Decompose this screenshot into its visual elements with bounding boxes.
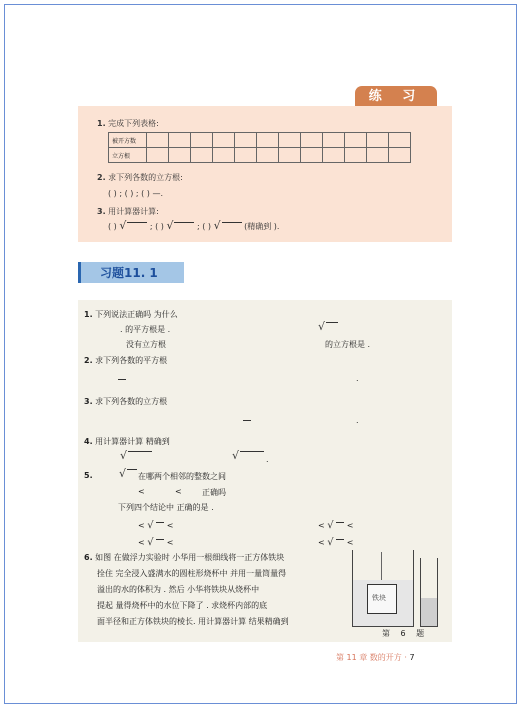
practice-table-cell (367, 133, 389, 148)
iron-block-label: 铁块 (372, 594, 386, 602)
sqrt-icon: √ (147, 537, 154, 548)
exercise-title: 习题11. 1 (100, 266, 158, 280)
exercise-q1-line1: . 的平方根是 . (120, 325, 171, 334)
exercise-q5-line1: 在哪两个相邻的整数之间 (138, 472, 226, 481)
practice-q2-answers: ( ) ; ( ) ; ( ) —. (108, 189, 164, 198)
exercise-q4-text: 用计算器计算 精确到 (95, 437, 170, 446)
practice-q1-num: 1. (97, 119, 106, 128)
exercise-q1-line2b: 的立方根是 . (325, 340, 371, 349)
sqrt-icon: √ (119, 467, 127, 480)
practice-table-cell (301, 133, 323, 148)
practice-table-cell (345, 148, 367, 163)
radical-bar (326, 322, 338, 323)
sqrt-icon (214, 222, 242, 232)
practice-table-row2-label: 立方根 (109, 148, 147, 163)
exercise-q4-num: 4. (84, 437, 93, 446)
exercise-q1 (84, 309, 178, 320)
exercise-q3-num: 3. (84, 397, 93, 406)
exercise-q3 (84, 396, 167, 407)
practice-table-cell (213, 133, 235, 148)
radical-bar (156, 522, 164, 523)
exercise-q5-lt1: < (138, 487, 145, 496)
sqrt-icon: √ (327, 537, 334, 548)
practice-table-cell (389, 148, 411, 163)
lt-sign: < (166, 538, 174, 547)
lt-sign: < (138, 538, 145, 547)
sqrt-icon (119, 222, 147, 232)
practice-q3-part-d: (精确到 ). (244, 222, 280, 231)
exercise-q5-option-c (138, 537, 173, 548)
exercise-q1-text: 下列说法正确吗 为什么 (95, 310, 178, 319)
practice-table-cell (279, 148, 301, 163)
radical-bar (128, 451, 152, 452)
practice-table-cell (147, 133, 169, 148)
exercise-q6-num: 6. (84, 553, 93, 562)
exercise-q1-line2a: 没有立方根 (126, 340, 166, 349)
exercise-q5-lt2: < (175, 487, 182, 496)
practice-table-cell (367, 148, 389, 163)
exercise-q1-num: 1. (84, 310, 93, 319)
sqrt-icon: √ (232, 449, 240, 462)
practice-table-cell (191, 148, 213, 163)
sqrt-icon: √ (318, 320, 326, 333)
practice-table-cell (235, 133, 257, 148)
practice-table-row (109, 148, 411, 163)
footer-chapter: 第 11 章 数的开方 · (336, 653, 407, 662)
practice-table-row (109, 133, 411, 148)
iron-block (367, 584, 397, 614)
practice-table-cell (345, 133, 367, 148)
exercise-q6-line4: 提起 量得烧杯中的水位下降了 . 求烧杯内部的底 (97, 601, 268, 610)
measuring-cylinder (420, 558, 438, 627)
exercise-q6-line3: 溢出的水的体积为 . 然后 小华将铁块从烧杯中 (97, 585, 260, 594)
practice-q3-part-a: ( ) (108, 222, 117, 231)
exercise-q5-option-d (318, 537, 353, 548)
exercise-q5-option-a (138, 520, 173, 531)
radical-bar (336, 539, 344, 540)
exercise-q5-num (84, 471, 93, 480)
practice-table-cell (323, 148, 345, 163)
practice-q3 (97, 206, 159, 217)
lt-sign: < (138, 521, 145, 530)
exercise-q6-line5: 面半径和正方体铁块的棱长. 用计算器计算 结果精确到 (97, 617, 289, 626)
exercise-q2 (84, 355, 167, 366)
fraction-bar (243, 420, 251, 421)
sqrt-icon: √ (327, 520, 334, 531)
practice-table (108, 132, 411, 163)
practice-table-cell (169, 133, 191, 148)
lt-sign: < (318, 521, 325, 530)
practice-table-cell (389, 133, 411, 148)
exercise-q2-end: . (356, 374, 359, 383)
radical-bar (336, 522, 344, 523)
lt-sign: < (346, 521, 354, 530)
page-footer (336, 652, 415, 663)
fraction-bar (118, 379, 126, 380)
practice-table-cell (301, 148, 323, 163)
radical-bar (240, 451, 264, 452)
exercise-q5-correct: 正确吗 (202, 488, 226, 497)
practice-q3-part-b: ; ( ) (149, 222, 164, 231)
practice-table-cell (147, 148, 169, 163)
exercise-q5-line3: 下列四个结论中 正确的是 . (118, 503, 214, 512)
page-number: 7 (409, 653, 415, 662)
exercise-q3-end: . (356, 416, 359, 425)
exercise-q2-num: 2. (84, 356, 93, 365)
lt-sign: < (166, 521, 174, 530)
lt-sign: < (318, 538, 325, 547)
practice-q1 (97, 118, 159, 129)
beaker-figure (352, 550, 414, 627)
practice-table-cell (279, 133, 301, 148)
exercise-q6-text1: 如图 在做浮力实验时 小华用一根细线将一正方体铁块 (95, 553, 285, 562)
radical-bar (127, 469, 137, 470)
practice-q3-text: 用计算器计算: (108, 207, 159, 216)
exercise-q3-text: 求下列各数的立方根 (95, 397, 168, 406)
practice-q3-part-c: ; ( ) (197, 222, 212, 231)
exercise-q6-line2: 拴住 完全浸入盛满水的圆柱形烧杯中 并用一量筒量得 (97, 569, 287, 578)
practice-tab: 练 习 (355, 86, 437, 108)
sqrt-icon: √ (120, 449, 128, 462)
practice-table-cell (323, 133, 345, 148)
sqrt-icon: √ (147, 520, 154, 531)
exercise-q5-num-text: 5. (84, 471, 93, 480)
practice-q2 (97, 172, 183, 183)
practice-table-cell (169, 148, 191, 163)
practice-table-cell (191, 133, 213, 148)
practice-table-cell (213, 148, 235, 163)
figure-caption: 第 6 题 (382, 629, 429, 638)
exercise-q4-end: . (266, 455, 269, 464)
exercise-q6-line1 (84, 552, 284, 563)
exercise-q5-option-b (318, 520, 353, 531)
practice-q3-num: 3. (97, 207, 106, 216)
practice-q2-text: 求下列各数的立方根: (108, 173, 183, 182)
practice-table-cell (257, 148, 279, 163)
practice-table-cell (235, 148, 257, 163)
cylinder-water (421, 598, 437, 626)
practice-table-cell (257, 133, 279, 148)
practice-q1-text: 完成下列表格: (108, 119, 159, 128)
exercise-q2-text: 求下列各数的平方根 (95, 356, 168, 365)
exercise-q4 (84, 436, 170, 447)
practice-q3-answers (108, 221, 279, 232)
practice-table-row1-label: 被开方数 (109, 133, 147, 148)
lt-sign: < (346, 538, 354, 547)
practice-q2-num: 2. (97, 173, 106, 182)
radical-bar (156, 539, 164, 540)
sqrt-icon (166, 222, 194, 232)
